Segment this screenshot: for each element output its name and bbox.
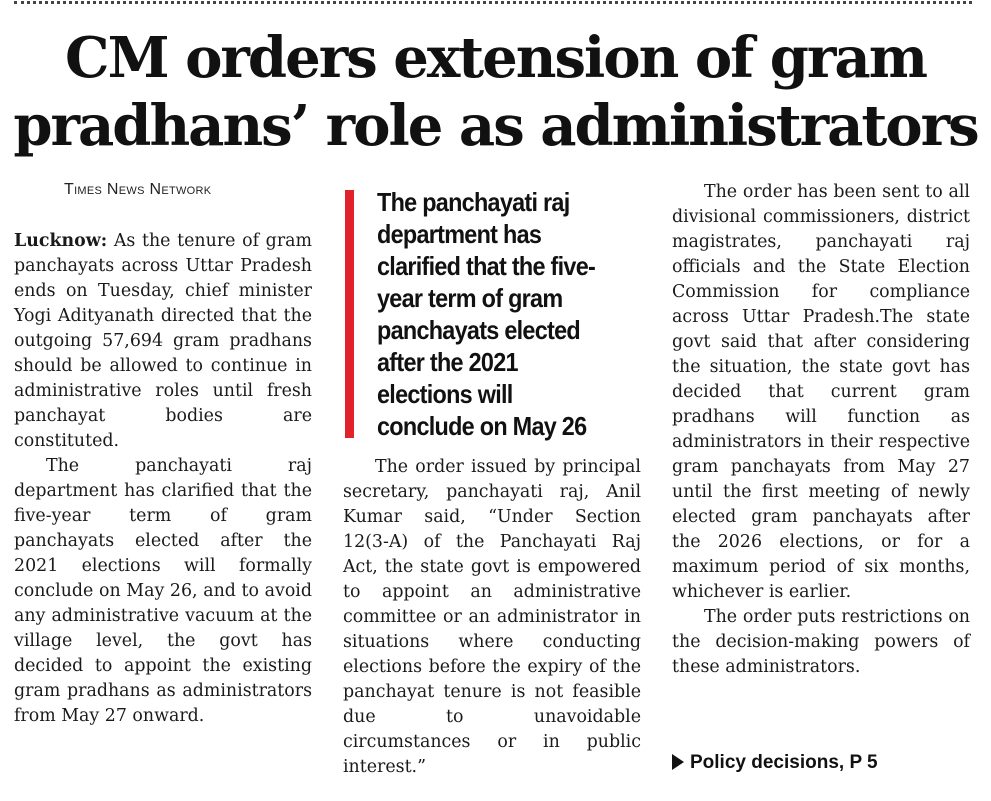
column-1 xyxy=(14,229,312,729)
paragraph xyxy=(14,229,312,454)
headline-line-2: pradhans’ role as administrators xyxy=(13,93,978,159)
continued-on-page-link[interactable] xyxy=(672,752,878,774)
paragraph-text: As the tenure of gram panchayats across Uttar Pradesh ends on Tuesday, chief minister Yogi Adityanath directed that the outgoing 57,694 gram pradhans should be allowed to continue in administrative roles until fresh panchayat bodies are constituted. xyxy=(14,231,312,451)
paragraph: The order has been sent to all divisional commissioners, district magistrates, panchayati raj officials and the State Election Commission for compliance across Uttar Pradesh.The state govt said that after considering the situation, the state govt has decided that current gram pradhans will function as administrators in their respective gram panchayats from May 27 until the first meeting of newly elected gram panchayats after the 2026 elections, or for a maximum period of six months, whichever is earlier. xyxy=(672,182,970,602)
paragraph: The panchayati raj department has clarified that the five-year term of gram panchayats elected after the 2021 elections will formally conclude on May 26, and to avoid any administrative vacuum at the village level, the govt has decided to appoint the existing gram pradhans as administrators from May 27 onward. xyxy=(14,456,312,726)
paragraph: The order issued by principal secretary, panchayati raj, Anil Kumar said, “Under Section 12(3-A) of the Panchayati Raj Act, the state govt is empowered to appoint an administrative committee or an administrator in situations where conducting elections before the expiry of the panchayat tenure is not feasible due to unavoidable circumstances or in public interest.” xyxy=(343,457,641,777)
column-2 xyxy=(343,455,641,780)
top-dotted-divider xyxy=(14,1,972,4)
play-arrow-icon xyxy=(672,754,684,770)
byline: Times News Network xyxy=(64,181,212,198)
column-3 xyxy=(672,180,970,680)
dateline: Lucknow: xyxy=(14,231,108,251)
paragraph: The order puts restrictions on the decision-making powers of these administrators. xyxy=(672,607,970,677)
headline-line-1: CM orders extension of gram xyxy=(65,25,926,91)
pull-quote-text: The panchayati raj department has clarified that the five-year term of gram panchayats elected after the 2021 elections will conclude on May 26 xyxy=(377,187,596,441)
continued-label: Policy decisions, P 5 xyxy=(690,752,878,773)
headline xyxy=(0,24,991,160)
pull-quote-accent-bar xyxy=(345,190,354,438)
